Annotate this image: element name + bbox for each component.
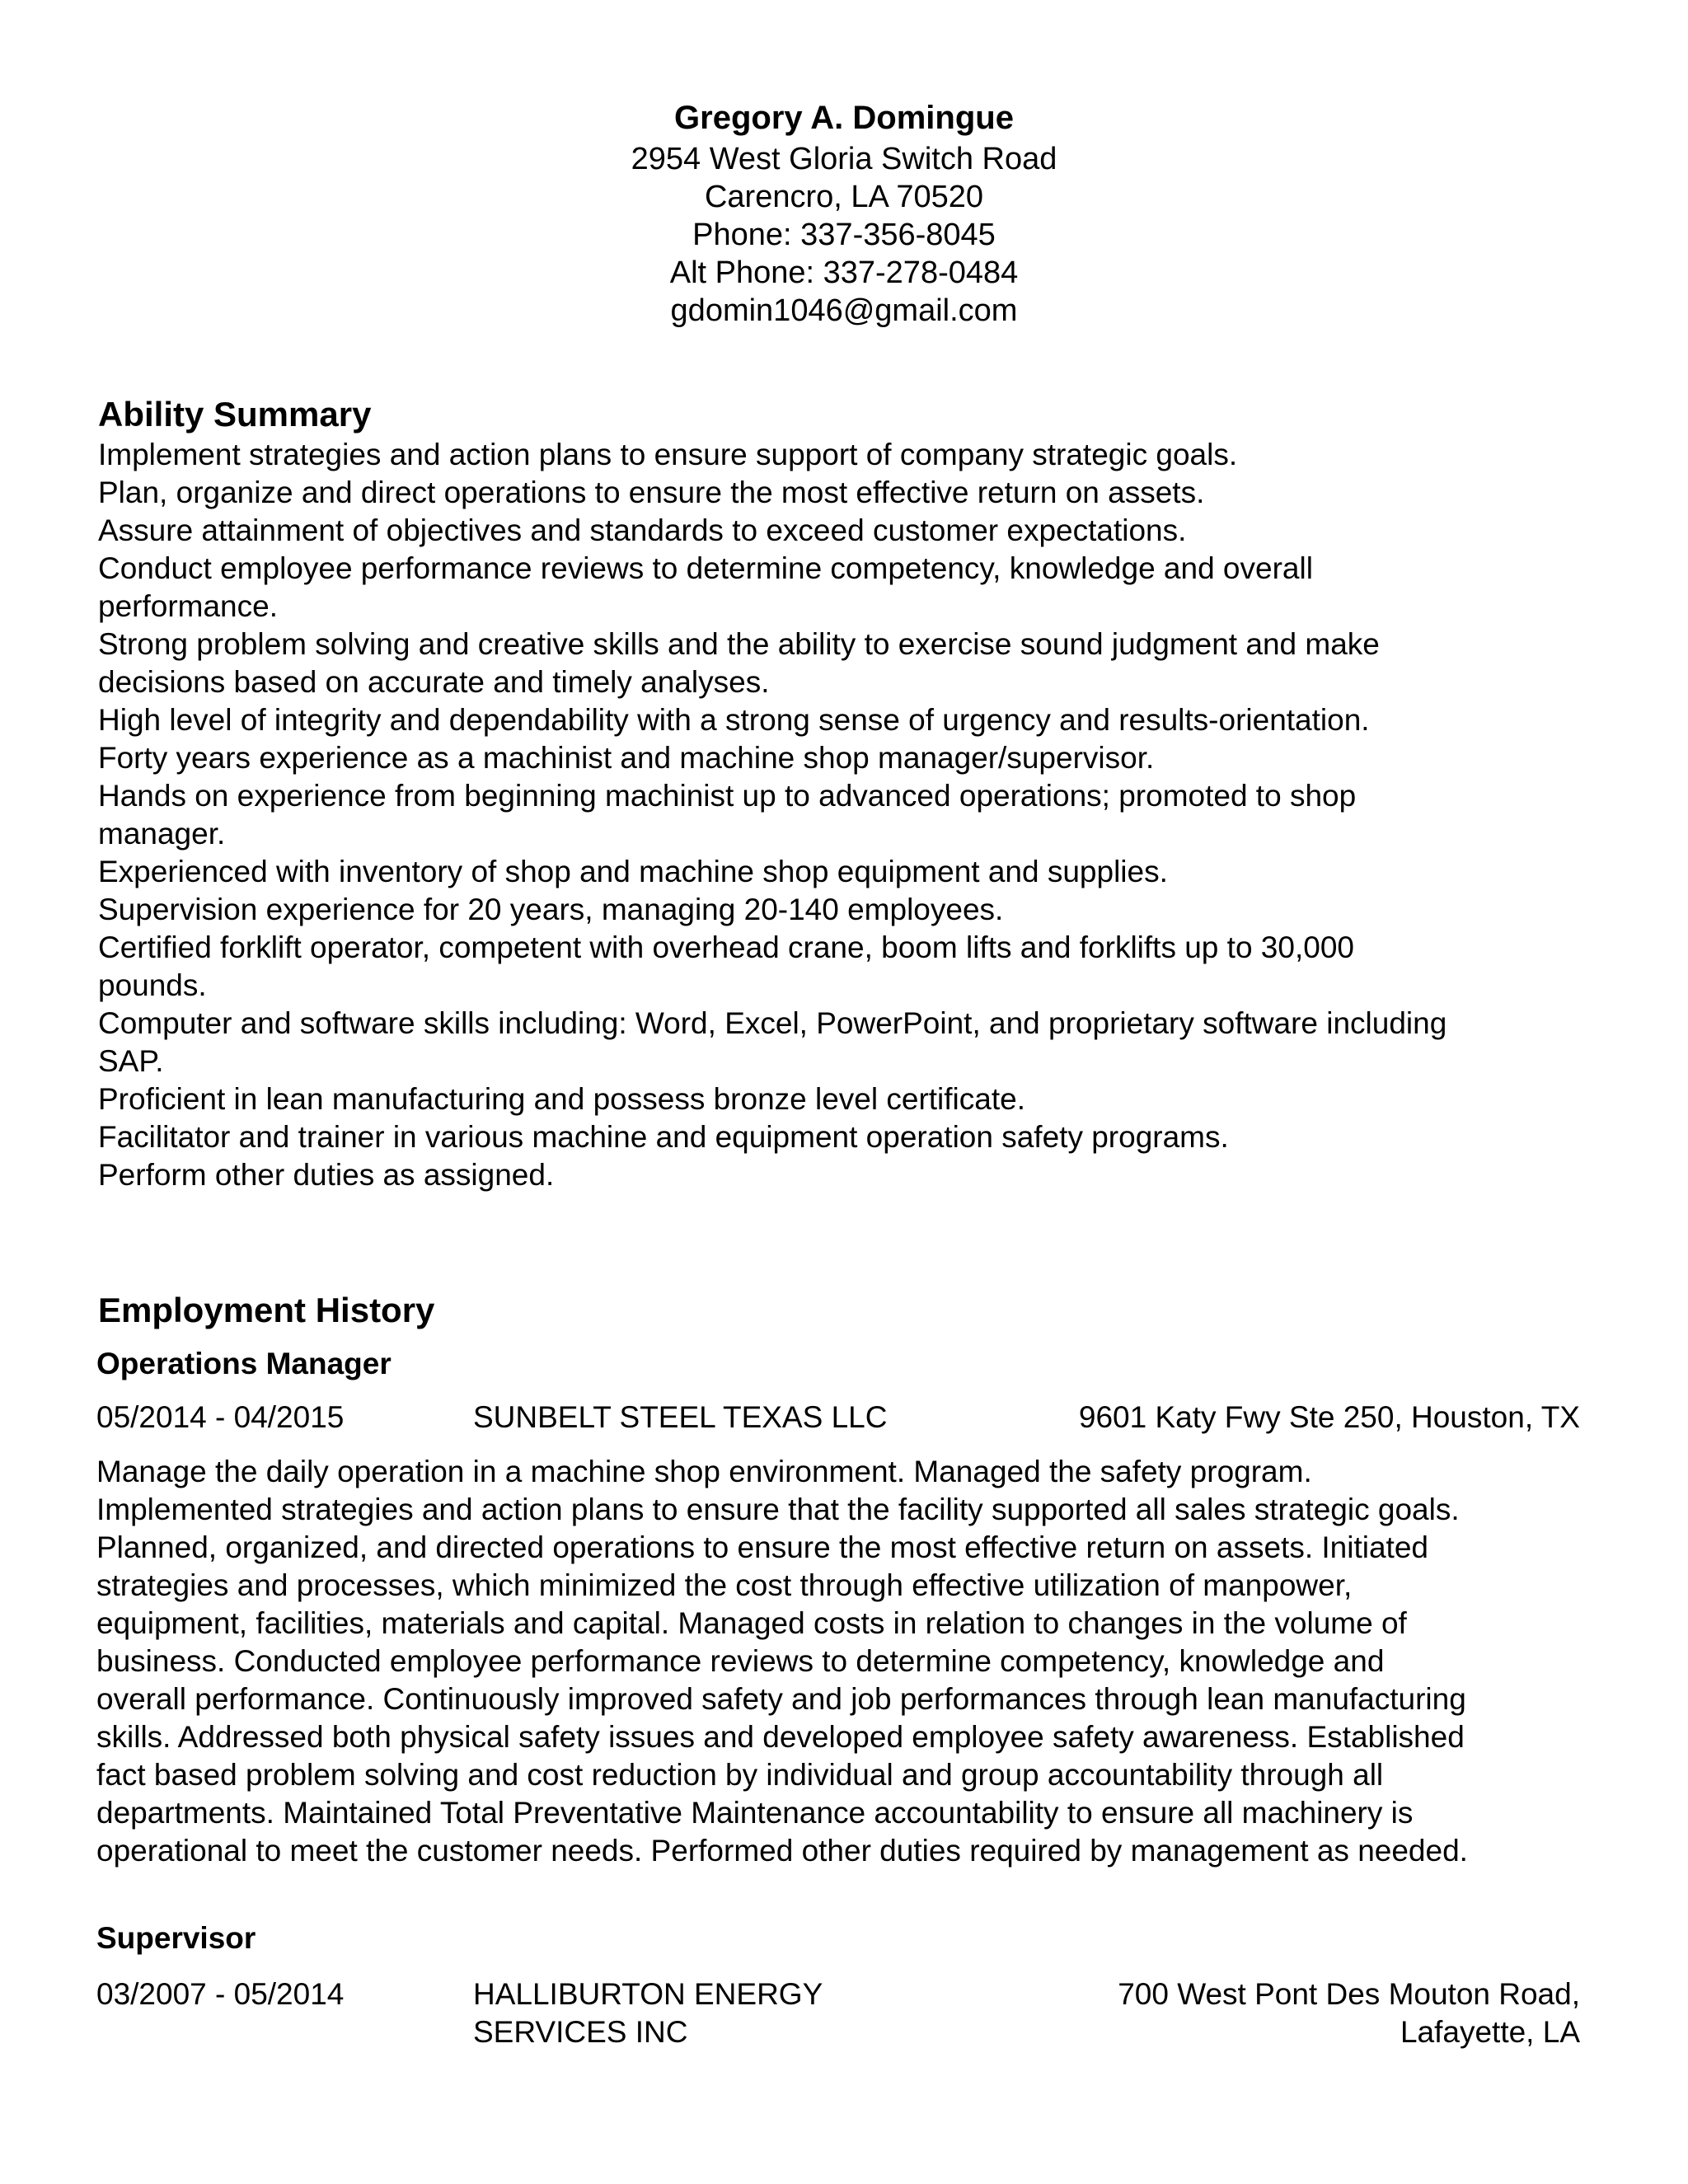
summary-line: Computer and software skills including: Word, Excel, PowerPoint, and proprietary software including bbox=[98, 1006, 1447, 1040]
phone: Phone: 337-356-8045 bbox=[692, 218, 996, 252]
description-line: equipment, facilities, materials and capital. Managed costs in relation to changes in the volume of bbox=[96, 1606, 1407, 1640]
summary-line: Supervision experience for 20 years, managing 20-140 employees. bbox=[98, 893, 1004, 926]
summary-line: Conduct employee performance reviews to determine competency, knowledge and overall bbox=[98, 551, 1313, 585]
description-line: departments. Maintained Total Preventative Maintenance accountability to ensure all machinery is bbox=[96, 1796, 1414, 1830]
candidate-name: Gregory A. Domingue bbox=[674, 100, 1014, 136]
description-line: Implemented strategies and action plans to ensure that the facility supported all sales strategic goals. bbox=[96, 1493, 1460, 1526]
email: gdomin1046@gmail.com bbox=[670, 293, 1018, 328]
summary-line: pounds. bbox=[98, 968, 207, 1002]
description-line: overall performance. Continuously improved safety and job performances through lean manufacturing bbox=[96, 1682, 1466, 1716]
ability-summary-heading: Ability Summary bbox=[98, 395, 372, 434]
summary-line: Hands on experience from beginning machinist up to advanced operations; promoted to shop bbox=[98, 779, 1357, 813]
summary-line: Experienced with inventory of shop and machine shop equipment and supplies. bbox=[98, 855, 1168, 888]
description-line: strategies and processes, which minimized the cost through effective utilization of manpower, bbox=[96, 1568, 1353, 1602]
summary-line: Certified forklift operator, competent with overhead crane, boom lifts and forklifts up to 30,000 bbox=[98, 930, 1354, 964]
summary-line: Implement strategies and action plans to ensure support of company strategic goals. bbox=[98, 438, 1238, 471]
job-location bbox=[921, 1975, 1580, 2051]
summary-line: SAP. bbox=[98, 1044, 164, 1078]
job-location bbox=[921, 1399, 1580, 1436]
summary-line: Facilitator and trainer in various machine and equipment operation safety programs. bbox=[98, 1120, 1229, 1154]
description-line: Planned, organized, and directed operations to ensure the most effective return on assets. Initiated bbox=[96, 1530, 1428, 1564]
address-line-1: 2954 West Gloria Switch Road bbox=[631, 142, 1057, 176]
location-line: Lafayette, LA bbox=[1400, 2015, 1580, 2049]
ability-summary-list bbox=[98, 436, 1582, 1194]
job-dates: 03/2007 - 05/2014 bbox=[96, 1977, 345, 2011]
summary-line: Proficient in lean manufacturing and possess bronze level certificate. bbox=[98, 1082, 1025, 1116]
company-line: SUNBELT STEEL TEXAS LLC bbox=[473, 1400, 888, 1434]
description-line: Manage the daily operation in a machine shop environment. Managed the safety program. bbox=[96, 1455, 1312, 1488]
job-title: Supervisor bbox=[96, 1921, 256, 1955]
summary-line: performance. bbox=[98, 589, 278, 623]
company-line: SERVICES INC bbox=[473, 2015, 688, 2049]
location-line: 9601 Katy Fwy Ste 250, Houston, TX bbox=[1078, 1400, 1580, 1434]
address-line-2: Carencro, LA 70520 bbox=[704, 180, 983, 214]
summary-line: decisions based on accurate and timely analyses. bbox=[98, 665, 770, 699]
summary-line: manager. bbox=[98, 817, 226, 851]
job-company bbox=[473, 1399, 902, 1436]
summary-line: Strong problem solving and creative skills and the ability to exercise sound judgment and make bbox=[98, 627, 1380, 661]
employment-history-heading: Employment History bbox=[98, 1291, 435, 1329]
location-line: 700 West Pont Des Mouton Road, bbox=[1118, 1977, 1580, 2011]
summary-line: Plan, organize and direct operations to ensure the most effective return on assets. bbox=[98, 476, 1205, 509]
summary-line: Perform other duties as assigned. bbox=[98, 1158, 555, 1192]
summary-line: Assure attainment of objectives and standards to exceed customer expectations. bbox=[98, 513, 1187, 547]
summary-line: Forty years experience as a machinist and machine shop manager/supervisor. bbox=[98, 741, 1155, 775]
description-line: operational to meet the customer needs. Performed other duties required by management as needed. bbox=[96, 1834, 1468, 1868]
job-company bbox=[473, 1975, 902, 2051]
job-description bbox=[96, 1453, 1588, 1870]
job-dates: 05/2014 - 04/2015 bbox=[96, 1400, 345, 1434]
resume-header bbox=[0, 96, 1688, 330]
company-line: HALLIBURTON ENERGY bbox=[473, 1977, 823, 2011]
summary-line: High level of integrity and dependability with a strong sense of urgency and results-orientation. bbox=[98, 703, 1370, 737]
description-line: skills. Addressed both physical safety issues and developed employee safety awareness. Established bbox=[96, 1720, 1465, 1754]
description-line: fact based problem solving and cost reduction by individual and group accountability through all bbox=[96, 1758, 1384, 1792]
description-line: business. Conducted employee performance reviews to determine competency, knowledge and bbox=[96, 1644, 1385, 1678]
job-title: Operations Manager bbox=[96, 1347, 392, 1380]
alt-phone: Alt Phone: 337-278-0484 bbox=[669, 255, 1019, 290]
